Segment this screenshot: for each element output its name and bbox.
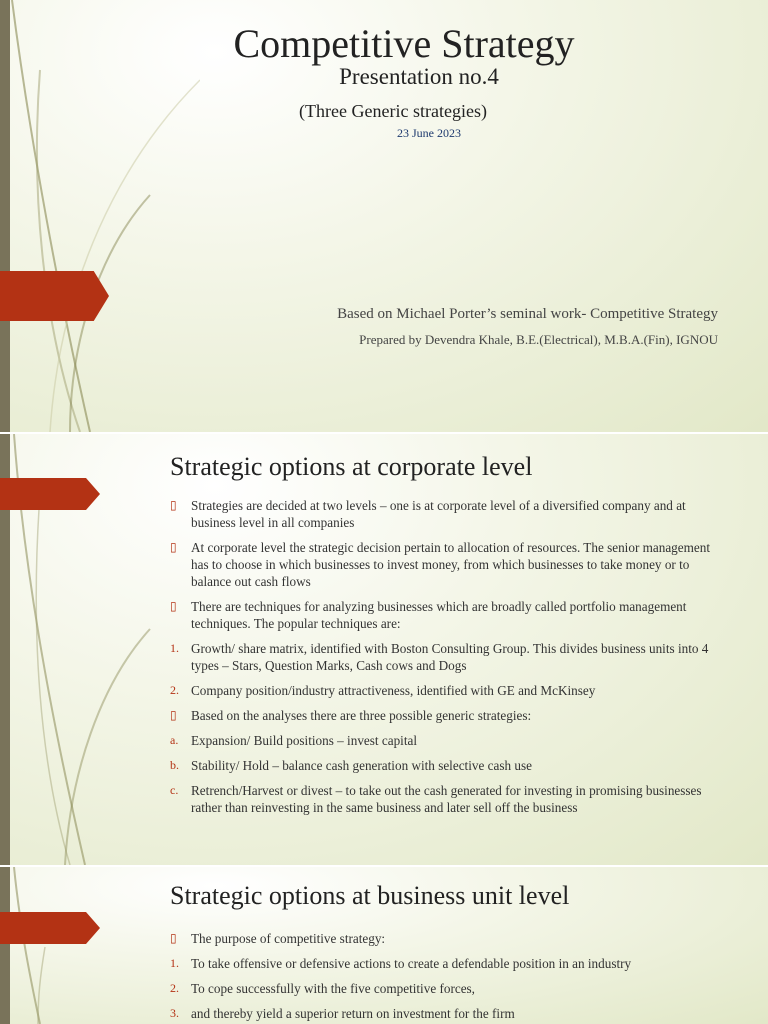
- slide-title: Strategic options at business unit level: [170, 881, 570, 910]
- list-item: [170, 640, 720, 674]
- author-note: Prepared by Devendra Khale, B.E.(Electrical), M.B.A.(Fin), IGNOU: [359, 332, 718, 347]
- list-item-text: Strategies are decided at two levels – one is at corporate level of a diversified company and at business level in all companies: [191, 498, 686, 530]
- left-accent-bar: [0, 867, 10, 1024]
- slide-corporate-level: [0, 434, 768, 865]
- list-item: [170, 682, 720, 699]
- presentation-title: Competitive Strategy: [233, 21, 575, 66]
- bullet-marker: c.: [170, 783, 179, 797]
- list-item: [170, 707, 720, 724]
- slide-title: Strategic options at corporate level: [170, 452, 533, 481]
- arrow-marker: [0, 478, 100, 510]
- list-item: [170, 782, 720, 816]
- bullet-marker: 2.: [170, 683, 179, 697]
- slide-title: [0, 0, 768, 432]
- list-item-text: At corporate level the strategic decision pertain to allocation of resources. The senior management has to choose in which businesses to invest money, from which businesses to take money or to balance out cash flows: [191, 540, 710, 589]
- list-item: [170, 598, 720, 632]
- bullet-marker: 3.: [170, 1006, 179, 1020]
- list-item-text: Retrench/Harvest or divest – to take out the cash generated for investing in promising businesses rather than reinvesting in the same business and later sell off the business: [191, 783, 702, 815]
- list-item-text: To take offensive or defensive actions to create a defendable position in an industry: [191, 956, 632, 971]
- presentation-subtitle: Presentation no.4: [339, 64, 499, 89]
- bullet-marker: ▯: [170, 931, 177, 945]
- source-note: Based on Michael Porter’s seminal work- Competitive Strategy: [337, 306, 718, 322]
- bullet-marker: 2.: [170, 981, 179, 995]
- bullet-marker: ▯: [170, 708, 177, 722]
- bullet-marker: b.: [170, 758, 179, 772]
- arrow-marker: [0, 271, 109, 321]
- presentation-topic: (Three Generic strategies): [299, 101, 487, 121]
- list-item-text: Stability/ Hold – balance cash generation with selective cash use: [191, 758, 532, 773]
- list-item-text: Expansion/ Build positions – invest capital: [191, 733, 418, 748]
- list-item: [170, 497, 720, 531]
- list-item: [170, 732, 720, 749]
- bullet-marker: 1.: [170, 641, 179, 655]
- left-accent-bar: [0, 0, 10, 432]
- list-item-text: To cope successfully with the five competitive forces,: [191, 981, 475, 996]
- bullet-list: [170, 497, 720, 824]
- bullet-marker: 1.: [170, 956, 179, 970]
- list-item-text: Based on the analyses there are three possible generic strategies:: [191, 708, 532, 723]
- bullet-marker: a.: [170, 733, 179, 747]
- list-item-text: Company position/industry attractiveness, identified with GE and McKinsey: [191, 683, 596, 698]
- list-item-text: There are techniques for analyzing businesses which are broadly called portfolio management techniques. The popular techniques are:: [191, 599, 687, 631]
- list-item: [170, 1005, 720, 1022]
- bullet-list: [170, 930, 720, 1024]
- list-item: [170, 980, 720, 997]
- bullet-marker: ▯: [170, 599, 177, 613]
- slide-business-unit-level: [0, 867, 768, 1024]
- bullet-marker: ▯: [170, 540, 177, 554]
- bullet-marker: ▯: [170, 498, 177, 512]
- list-item: [170, 955, 720, 972]
- list-item: [170, 757, 720, 774]
- arrow-marker: [0, 912, 100, 944]
- list-item-text: Growth/ share matrix, identified with Boston Consulting Group. This divides business units into 4 types – Stars, Question Marks, Cash cows and Dogs: [191, 641, 709, 673]
- presentation-date: 23 June 2023: [397, 126, 461, 140]
- list-item-text: The purpose of competitive strategy:: [191, 931, 386, 946]
- list-item: [170, 930, 720, 947]
- list-item-text: and thereby yield a superior return on investment for the firm: [191, 1006, 515, 1021]
- list-item: [170, 539, 720, 590]
